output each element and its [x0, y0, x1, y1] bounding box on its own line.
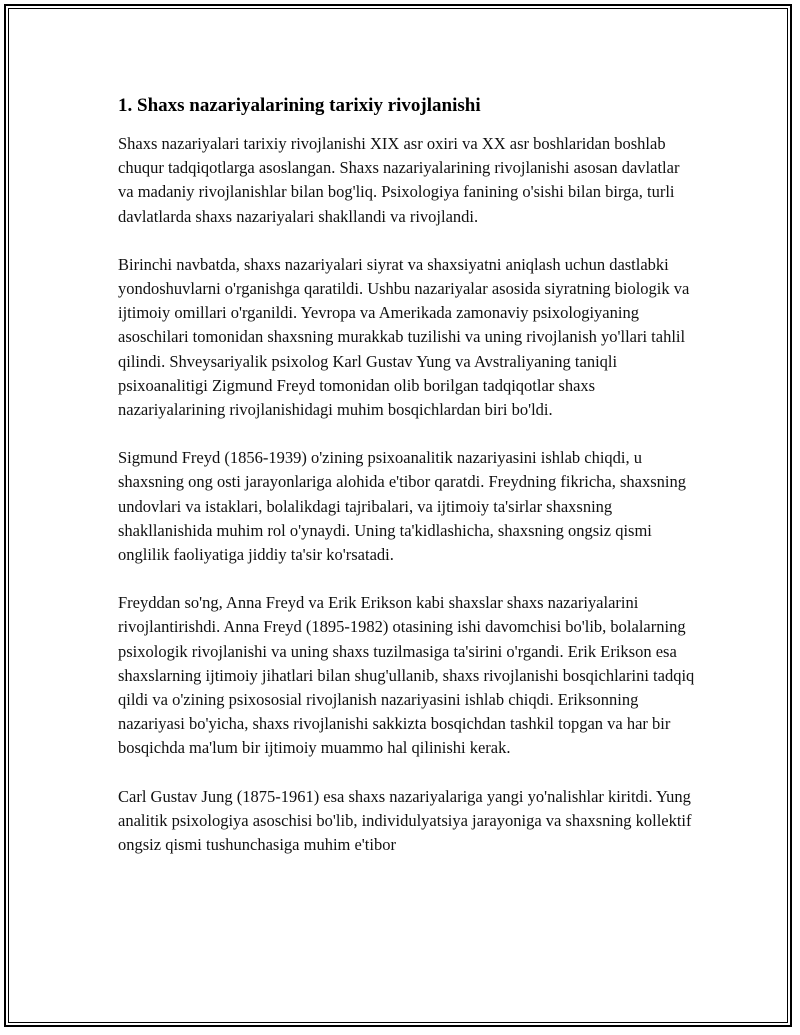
paragraph-4: Freyddan so'ng, Anna Freyd va Erik Erikson kabi shaxslar shaxs nazariyalarini rivojlantirishdi. Anna Freyd (1895-1982) otasining ishi davomchisi bo'lib, bolalarning psixologik rivojlanishi va uning shaxs tuzilmasiga ta'sirini o'rgandi. Erik Erikson esa shaxslarning ijtimoiy jihatlari bilan shug'ullanib, shaxs rivojlanishi bosqichlarini tadqiq qildi va o'zining psixososial rivojlanish nazariyasini ishlab chiqdi. Eriksonning nazariyasi bo'yicha, shaxs rivojlanishi sakkizta bosqichdan tashkil topgan va har bir bosqichda ma'lum bir ijtimoiy muammo hal qilinishi kerak.	[118, 593, 695, 758]
document-body	[118, 94, 698, 881]
paragraph-3: Sigmund Freyd (1856-1939) o'zining psixoanalitik nazariyasini ishlab chiqdi, u shaxsning ong osti jarayonlariga alohida e'tibor qaratdi. Freydning fikricha, shaxsning undovlari va istaklari, bolalikdagi tajribalari, va ijtimoiy ta'sirlar shaxsning shakllanishida muhim rol o'ynaydi. Uning ta'kidlashicha, shaxsning ongsiz qismi onglilik faoliyatiga jiddiy ta'sir ko'rsatadi.	[118, 448, 686, 565]
paragraph-1: Shaxs nazariyalari tarixiy rivojlanishi XIX asr oxiri va XX asr boshlaridan boshlab chuqur tadqiqotlarga asoslangan. Shaxs nazariyalarining rivojlanishi asosan davlatlar va madaniy rivojlanishlar bilan bog'liq. Psixologiya fanining o'sishi bilan birga, turli davlatlarda shaxs nazariyalari shakllandi va rivojlandi.	[118, 134, 680, 226]
paragraph-2: Birinchi navbatda, shaxs nazariyalari siyrat va shaxsiyatni aniqlash uchun dastlabki yondoshuvlarni o'rganishga qaratildi. Ushbu nazariyalar asosida siyratning biologik va ijtimoiy omillari o'rganildi. Yevropa va Amerikada zamonaviy psixologiyaning asoschilari tomonidan shaxsning murakkab tuzilishi va uning rivojlanish yo'llari tahlil qilindi. Shveysariyalik psixolog Karl Gustav Yung va Avstraliyaning taniqli psixoanalitigi Zigmund Freyd tomonidan olib borilgan tadqiqotlar shaxs nazariyalarining rivojlanishidagi muhim bosqichlardan biri bo'ldi.	[118, 254, 690, 420]
paragraph-5: Carl Gustav Jung (1875-1961) esa shaxs nazariyalariga yangi yo'nalishlar kiritdi. Yung analitik psixologiya asoschisi bo'lib, individulyatsiya jarayoniga va shaxsning kollektif ongsiz qismi tushunchasiga muhim e'tibor	[118, 786, 692, 855]
section-heading: 1. Shaxs nazariyalarining tarixiy rivojlanishi	[118, 95, 481, 116]
